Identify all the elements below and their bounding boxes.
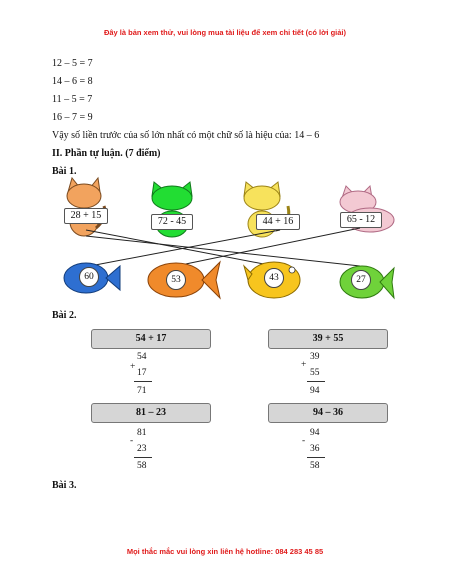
problem-2-result: 94 <box>310 386 320 396</box>
cat-expression-2: 72 - 45 <box>151 214 193 230</box>
problem-2-operand-a: 39 <box>310 352 320 362</box>
problem-2-title: 39 + 55 <box>268 329 388 349</box>
footer-hotline: Mọi thắc mắc vui lòng xin liên hệ hotline: 084 283 45 85 <box>126 547 324 556</box>
problem-2-operator: + <box>301 360 307 370</box>
calc-line-3: 11 – 5 = 7 <box>52 94 93 105</box>
conclusion-text: Vậy số liền trước của số lớn nhất có một chữ số là hiệu của: 14 – 6 <box>52 130 320 141</box>
problem-1-operand-a: 54 <box>137 352 147 362</box>
problem-3-operand-a: 81 <box>137 428 147 438</box>
cat-expression-4: 65 - 12 <box>340 212 382 228</box>
calc-line-4: 16 – 7 = 9 <box>52 112 93 123</box>
cat-expression-3: 44 + 16 <box>256 214 300 230</box>
calc-line-2: 14 – 6 = 8 <box>52 76 93 87</box>
problem-3-result: 58 <box>137 461 147 471</box>
problem-4-title: 94 – 36 <box>268 403 388 423</box>
problem-1-result: 71 <box>137 386 147 396</box>
problem-1-title: 54 + 17 <box>91 329 211 349</box>
problem-4-rule <box>307 457 325 458</box>
problem-4-operand-a: 94 <box>310 428 320 438</box>
problem-1-rule <box>134 381 152 382</box>
problem-1-operator: + <box>130 362 136 372</box>
problem-4-result: 58 <box>310 461 320 471</box>
problem-3-operator: - <box>130 436 134 446</box>
bai1-title: Bài 1. <box>52 166 77 177</box>
calc-line-1: 12 – 5 = 7 <box>52 58 93 69</box>
problem-1-operand-b: 17 <box>137 368 147 378</box>
cat-expression-1: 28 + 15 <box>64 208 108 224</box>
fish-number-4: 27 <box>351 270 371 290</box>
fish-number-3: 43 <box>264 268 284 288</box>
problem-2-operand-b: 55 <box>310 368 320 378</box>
bai2-title: Bài 2. <box>52 310 77 321</box>
bai3-title: Bài 3. <box>52 480 77 491</box>
problem-3-rule <box>134 457 152 458</box>
problem-3-operand-b: 23 <box>137 444 147 454</box>
fish-number-1: 60 <box>79 267 99 287</box>
problem-4-operator: - <box>302 436 306 446</box>
fish-number-2: 53 <box>166 270 186 290</box>
problem-2-rule <box>307 381 325 382</box>
preview-notice: Đây là bản xem thử, vui lòng mua tài liệu để xem chi tiết (có lời giải) <box>103 28 347 37</box>
section-title: II. Phần tự luận. (7 điểm) <box>52 148 161 159</box>
problem-4-operand-b: 36 <box>310 444 320 454</box>
problem-3-title: 81 – 23 <box>91 403 211 423</box>
